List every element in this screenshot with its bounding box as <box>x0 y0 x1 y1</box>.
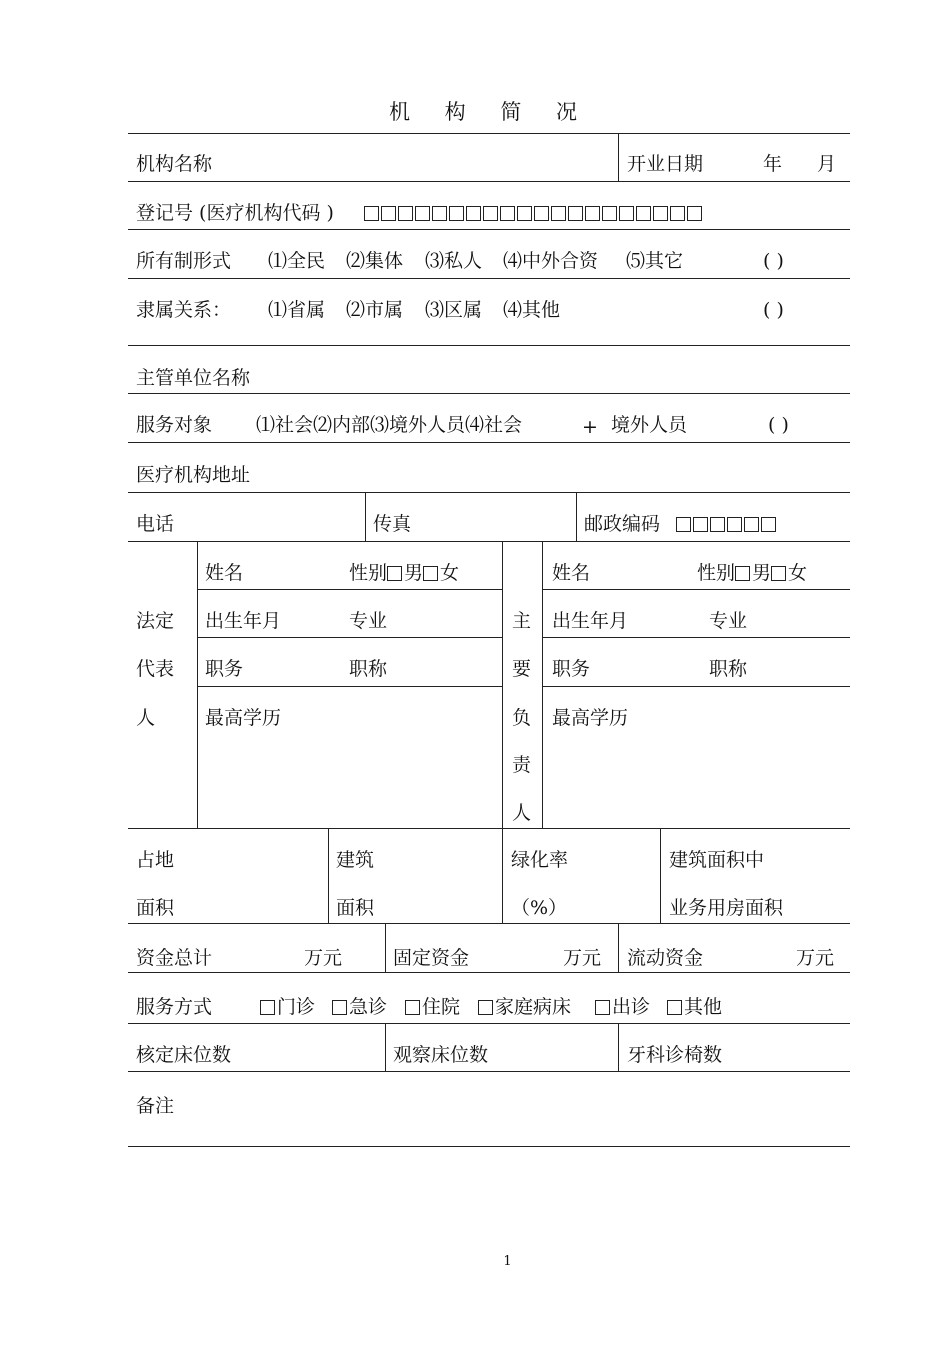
checkbox-icon[interactable] <box>595 1000 610 1015</box>
legal-rep-male-label: 男 <box>404 562 424 584</box>
rule <box>128 972 850 973</box>
rule <box>128 278 850 279</box>
rule <box>502 541 503 923</box>
service-mode-visit[interactable] <box>595 995 650 1019</box>
year-label: 年 <box>763 153 783 175</box>
affiliation-label: 隶属关系： <box>136 299 232 321</box>
legal-rep-gender <box>349 561 459 585</box>
legal-rep-education-label: 最高学历 <box>205 707 282 729</box>
fixed-funds-label: 固定资金 <box>393 947 470 969</box>
flow-funds-unit: 万元 <box>796 947 835 969</box>
service-mode-home-bed[interactable] <box>478 995 571 1019</box>
rule <box>128 393 850 394</box>
reg-no-label: 登记号 (医疗机构代码 ) <box>136 202 334 224</box>
main-resp-female-checkbox[interactable] <box>771 566 786 581</box>
fixed-funds-unit: 万元 <box>563 947 602 969</box>
rule <box>385 923 386 972</box>
affiliation-option-2: ⑵市属 <box>346 299 404 321</box>
service-mode-home-bed-label: 家庭病床 <box>495 996 572 1018</box>
rule <box>197 637 502 638</box>
remark-label: 备注 <box>136 1095 175 1117</box>
rule <box>128 1071 850 1072</box>
service-mode-outpatient-label: 门诊 <box>277 996 316 1018</box>
legal-rep-name-label: 姓名 <box>205 562 244 584</box>
affiliation-option-3: ⑶区属 <box>425 299 483 321</box>
legal-rep-title-label: 职称 <box>349 658 388 680</box>
page-number: 1 <box>503 1254 512 1269</box>
legal-rep-female-label: 女 <box>440 562 460 584</box>
main-resp-female-label: 女 <box>788 562 808 584</box>
rule <box>542 637 850 638</box>
rule <box>197 686 502 687</box>
build-area-label-1: 建筑 <box>336 849 375 871</box>
affiliation-option-1: ⑴省属 <box>268 299 326 321</box>
rule <box>128 828 850 829</box>
main-resp-name-label: 姓名 <box>552 562 591 584</box>
land-area-label-1: 占地 <box>136 849 175 871</box>
service-mode-emergency-label: 急诊 <box>349 996 388 1018</box>
main-resp-major-label: 专业 <box>709 610 748 632</box>
ownership-answer[interactable]: ( ) <box>763 250 784 272</box>
main-resp-title-label: 职称 <box>709 658 748 680</box>
rule <box>576 492 577 541</box>
legal-rep-gender-label: 性别 <box>349 562 388 584</box>
rule <box>128 1023 850 1024</box>
flow-funds-label: 流动资金 <box>627 947 704 969</box>
build-area-label-2: 面积 <box>336 897 375 919</box>
rule <box>128 442 850 443</box>
rule <box>542 686 850 687</box>
ownership-option-1: ⑴全民 <box>268 250 326 272</box>
affiliation-option-4: ⑷其他 <box>503 299 561 321</box>
main-resp-male-checkbox[interactable] <box>735 566 750 581</box>
checkbox-icon[interactable] <box>667 1000 682 1015</box>
address-label: 医疗机构地址 <box>136 464 251 486</box>
phone-label: 电话 <box>136 513 175 535</box>
ownership-option-5: ⑸其它 <box>626 250 684 272</box>
main-resp-label-2: 要 <box>512 658 532 680</box>
service-mode-label: 服务方式 <box>136 996 213 1018</box>
checkbox-icon[interactable] <box>332 1000 347 1015</box>
main-resp-gender-label: 性别 <box>697 562 736 584</box>
service-target-answer[interactable]: ( ) <box>768 414 789 436</box>
biz-area-label-1: 建筑面积中 <box>669 849 765 871</box>
rule <box>618 1023 619 1071</box>
postcode-label: 邮政编码 <box>584 513 661 535</box>
service-mode-inpatient[interactable] <box>405 995 460 1019</box>
rule <box>128 229 850 230</box>
supervisor-label: 主管单位名称 <box>136 367 251 389</box>
service-mode-other[interactable] <box>667 995 722 1019</box>
page-title: 机 构 简 况 <box>388 100 592 124</box>
dental-chairs-label: 牙科诊椅数 <box>627 1044 723 1066</box>
main-resp-label-3: 负 <box>512 707 532 729</box>
rule <box>542 541 543 828</box>
legal-rep-duty-label: 职务 <box>205 658 244 680</box>
total-funds-label: 资金总计 <box>136 947 213 969</box>
main-resp-gender <box>697 561 807 585</box>
reg-no-boxes[interactable] <box>364 201 704 225</box>
rule <box>128 1146 850 1147</box>
approved-beds-label: 核定床位数 <box>136 1044 232 1066</box>
legal-rep-label-1: 法定 <box>136 610 175 632</box>
checkbox-icon[interactable] <box>260 1000 275 1015</box>
service-target-label: 服务对象 <box>136 414 213 436</box>
rule <box>618 133 619 181</box>
rule <box>128 181 850 182</box>
checkbox-icon[interactable] <box>478 1000 493 1015</box>
main-resp-duty-label: 职务 <box>552 658 591 680</box>
rule <box>197 541 198 828</box>
ownership-option-2: ⑵集体 <box>346 250 404 272</box>
main-resp-birth-label: 出生年月 <box>552 610 629 632</box>
main-resp-education-label: 最高学历 <box>552 707 629 729</box>
legal-rep-major-label: 专业 <box>349 610 388 632</box>
green-rate-label-1: 绿化率 <box>511 849 569 871</box>
org-name-label: 机构名称 <box>136 153 213 175</box>
green-rate-label-2: （%） <box>511 897 568 919</box>
rule <box>542 589 850 590</box>
service-mode-other-label: 其他 <box>684 996 723 1018</box>
service-mode-emergency[interactable] <box>332 995 387 1019</box>
ownership-option-3: ⑶私人 <box>425 250 483 272</box>
service-target-plus: + <box>582 416 598 438</box>
legal-rep-female-checkbox[interactable] <box>423 566 438 581</box>
rule <box>128 492 850 493</box>
main-resp-label-1: 主 <box>512 610 532 632</box>
main-resp-label-4: 责 <box>512 754 532 776</box>
fax-label: 传真 <box>373 513 412 535</box>
legal-rep-birth-label: 出生年月 <box>205 610 282 632</box>
rule <box>197 589 502 590</box>
main-resp-label-5: 人 <box>512 802 532 824</box>
service-mode-visit-label: 出诊 <box>612 996 651 1018</box>
rule <box>128 345 850 346</box>
service-target-options: ⑴社会⑵内部⑶境外人员⑷社会 <box>256 414 523 436</box>
land-area-label-2: 面积 <box>136 897 175 919</box>
legal-rep-label-2: 代表 <box>136 658 175 680</box>
main-resp-male-label: 男 <box>752 562 772 584</box>
ownership-label: 所有制形式 <box>136 250 232 272</box>
total-funds-unit: 万元 <box>304 947 343 969</box>
service-mode-outpatient[interactable] <box>260 995 315 1019</box>
rule <box>128 541 850 542</box>
observe-beds-label: 观察床位数 <box>393 1044 489 1066</box>
service-mode-inpatient-label: 住院 <box>422 996 461 1018</box>
legal-rep-label-3: 人 <box>136 707 156 729</box>
affiliation-answer[interactable]: ( ) <box>763 299 784 321</box>
rule <box>618 923 619 972</box>
rule <box>385 1023 386 1071</box>
rule <box>328 828 329 923</box>
open-date-label: 开业日期 <box>627 153 704 175</box>
legal-rep-male-checkbox[interactable] <box>387 566 402 581</box>
rule <box>365 492 366 541</box>
month-label: 月 <box>817 153 837 175</box>
rule <box>660 828 661 923</box>
service-target-tail: 境外人员 <box>611 414 688 436</box>
checkbox-icon[interactable] <box>405 1000 420 1015</box>
postcode-boxes[interactable] <box>676 512 778 536</box>
rule <box>128 133 850 134</box>
ownership-option-4: ⑷中外合资 <box>503 250 599 272</box>
biz-area-label-2: 业务用房面积 <box>669 897 784 919</box>
rule <box>128 923 850 924</box>
